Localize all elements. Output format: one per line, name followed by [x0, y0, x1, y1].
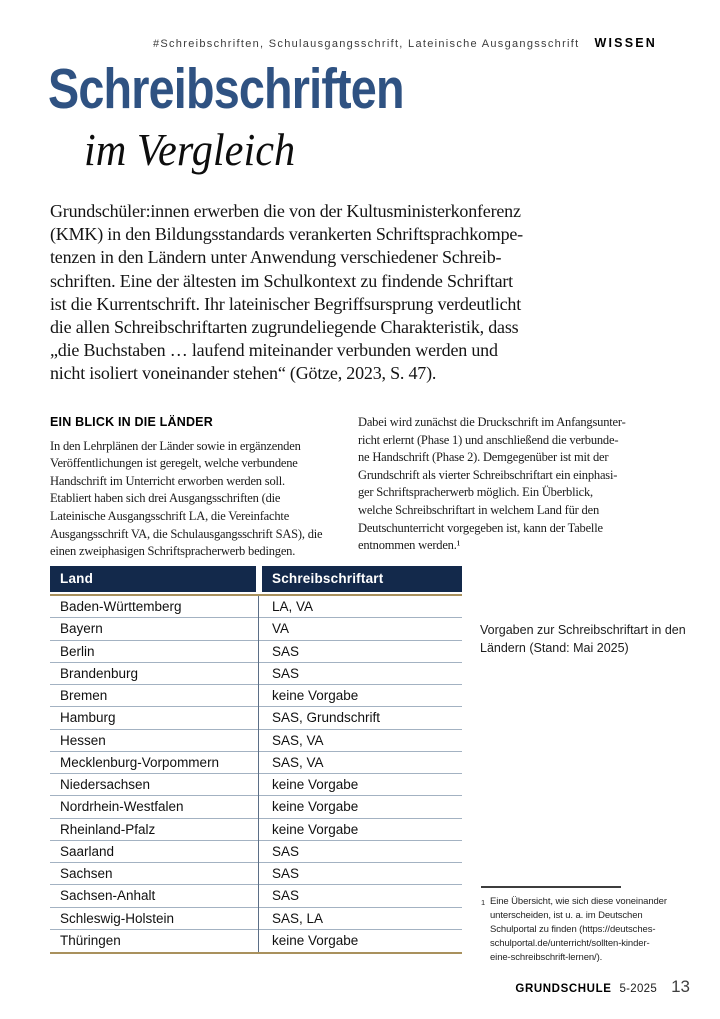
- table-row: [50, 641, 462, 663]
- body-line: entnommen werden.¹: [358, 538, 461, 553]
- table-cell-land: Niedersachsen: [60, 777, 151, 793]
- body-line: richt erlernt (Phase 1) und anschließend die verbunde-: [358, 432, 619, 447]
- table-cell-land: Baden-Württemberg: [60, 599, 182, 615]
- table-row: [50, 908, 462, 930]
- table-header-land: Land: [50, 566, 256, 592]
- body-line: Veröffentlichungen ist geregelt, welche verbundene: [50, 456, 298, 471]
- body-line: Ausgangsschrift VA, die Schulausgangsschrift SAS), die: [50, 526, 323, 541]
- section-heading: EIN BLICK IN DIE LÄNDER: [50, 415, 213, 429]
- table-cell-schriftart: keine Vorgabe: [272, 933, 359, 949]
- table-row: [50, 707, 462, 729]
- table-cell-schriftart: VA: [272, 621, 290, 637]
- magazine-name: GRUNDSCHULE: [515, 983, 612, 995]
- table-row: [50, 596, 462, 618]
- footnote-rule: [481, 886, 621, 888]
- table-row: [50, 663, 462, 685]
- table-header-row: [50, 566, 462, 592]
- table-row: [50, 863, 462, 885]
- table-row: [50, 796, 462, 818]
- table-cell-schriftart: SAS: [272, 866, 300, 882]
- lead-line: die allen Schreibschriftarten zugrundeliegende Charakteristik, dass: [50, 317, 519, 338]
- kicker-hashtags: #Schreibschriften, Schulausgangsschrift, Lateinische Ausgangsschrift: [152, 38, 580, 50]
- table-row: [50, 930, 462, 952]
- body-line: ger Schriftspracherwerb möglich. Ein Überblick,: [358, 485, 593, 500]
- footnote-body: [481, 895, 667, 966]
- table-cell-land: Sachsen: [60, 866, 113, 882]
- table-cell-land: Berlin: [60, 643, 95, 659]
- lead-line: (KMK) in den Bildungsstandards verankerten Schriftsprachkompe-: [50, 224, 523, 245]
- table-row: [50, 885, 462, 907]
- page-kicker: [0, 36, 657, 50]
- table-row: [50, 752, 462, 774]
- table-cell-schriftart: SAS, VA: [272, 754, 324, 770]
- table-cell-land: Saarland: [60, 843, 115, 859]
- table-cell-schriftart: SAS: [272, 665, 300, 681]
- table-cell-schriftart: keine Vorgabe: [272, 777, 359, 793]
- footnote: [481, 886, 667, 966]
- table-caption: [480, 622, 690, 657]
- table-cell-schriftart: LA, VA: [272, 599, 314, 615]
- body-line: Deutschunterricht vorgegeben ist, kann der Tabelle: [358, 520, 603, 535]
- right-column: [358, 414, 660, 555]
- page-title: Schreibschriften: [48, 57, 404, 121]
- footnote-marker: 1: [481, 897, 486, 907]
- footnote-line: unterscheiden, ist u. a. im Deutschen: [490, 909, 643, 921]
- left-column: [50, 414, 350, 561]
- table-cell-schriftart: SAS, VA: [272, 732, 324, 748]
- states-script-table: [50, 566, 462, 954]
- table-header-schriftart: Schreibschriftart: [262, 566, 462, 592]
- table-cell-schriftart: SAS, LA: [272, 910, 324, 926]
- lead-line: „die Buchstaben … laufend miteinander verbunden werden und: [50, 340, 498, 361]
- body-line: Grundschrift als vierter Schreibschriftart ein einphasi-: [358, 467, 618, 482]
- table-cell-schriftart: keine Vorgabe: [272, 799, 359, 815]
- table-row: [50, 819, 462, 841]
- lead-line: ist die Kurrentschrift. Ihr lateinischer Begriffsursprung verdeutlicht: [50, 293, 522, 314]
- table-cell-land: Schleswig-Holstein: [60, 910, 175, 926]
- right-column-text: [358, 414, 660, 555]
- lead-line: tenzen in den Ländern unter Anwendung verschiedener Schreib-: [50, 247, 502, 268]
- table-cell-land: Brandenburg: [60, 665, 139, 681]
- section-label: WISSEN: [594, 36, 657, 50]
- table-cell-land: Sachsen-Anhalt: [60, 888, 156, 904]
- caption-line: Ländern (Stand: Mai 2025): [480, 640, 629, 655]
- table-cell-schriftart: SAS, Grundschrift: [272, 710, 381, 726]
- table-cell-land: Nordrhein-Westfalen: [60, 799, 184, 815]
- lead-line: Grundschüler:innen erwerben die von der Kultusministerkonferenz: [50, 201, 521, 221]
- table-row: [50, 685, 462, 707]
- page-number: 13: [671, 977, 690, 996]
- table-cell-land: Rheinland-Pfalz: [60, 821, 156, 837]
- lead-line: schriften. Eine der ältesten im Schulkontext zu findende Schriftart: [50, 270, 513, 291]
- body-line: einen zweiphasigen Schriftspracherwerb bedingen.: [50, 544, 296, 559]
- table-cell-schriftart: keine Vorgabe: [272, 821, 359, 837]
- table-cell-schriftart: keine Vorgabe: [272, 688, 359, 704]
- table-cell-land: Hessen: [60, 732, 106, 748]
- table-cell-schriftart: SAS: [272, 843, 300, 859]
- footnote-line: Eine Übersicht, wie sich diese voneinander: [490, 895, 667, 907]
- table-row: [50, 841, 462, 863]
- footnote-line: eine-schreibschrift-lernen/).: [490, 952, 603, 964]
- body-line: ne Handschrift (Phase 2). Demgegenüber ist mit der: [358, 450, 609, 465]
- table-cell-land: Hamburg: [60, 710, 116, 726]
- lead-line: nicht isoliert voneinander stehen“ (Götze, 2023, S. 47).: [50, 363, 437, 384]
- page-footer: [515, 977, 690, 997]
- table-row: [50, 730, 462, 752]
- footnote-text: [490, 895, 667, 966]
- table-cell-schriftart: SAS: [272, 888, 300, 904]
- body-line: Handschrift im Unterricht erworben werden soll.: [50, 473, 285, 488]
- table-cell-land: Bayern: [60, 621, 103, 637]
- body-line: Lateinische Ausgangsschrift LA, die Vereinfachte: [50, 508, 290, 523]
- table-cell-land: Bremen: [60, 688, 108, 704]
- issue-label: 5-2025: [619, 983, 658, 995]
- table-body: [50, 596, 462, 952]
- table-row: [50, 774, 462, 796]
- footnote-line: schulportal.de/unterricht/sollten-kinder-: [490, 938, 650, 950]
- table-cell-schriftart: SAS: [272, 643, 300, 659]
- body-line: In den Lehrplänen der Länder sowie in ergänzenden: [50, 438, 301, 453]
- table-bottom-gold-rule: [50, 952, 462, 954]
- lead-paragraph: [50, 200, 630, 386]
- table-column-divider: [258, 596, 259, 952]
- page-subtitle: im Vergleich: [84, 124, 296, 175]
- body-line: Dabei wird zunächst die Druckschrift im Anfangsunter-: [358, 415, 626, 429]
- body-line: Etabliert haben sich drei Ausgangsschriften (die: [50, 491, 281, 506]
- left-column-text: [50, 438, 350, 561]
- body-line: welche Schreibschriftart in welchem Land für den: [358, 502, 599, 517]
- table-cell-land: Thüringen: [60, 933, 121, 949]
- table-cell-land: Mecklenburg-Vorpommern: [60, 754, 220, 770]
- footnote-line: Schulportal zu finden (https://deutsches-: [490, 923, 656, 935]
- caption-line: Vorgaben zur Schreibschriftart in den: [480, 623, 686, 637]
- table-row: [50, 618, 462, 640]
